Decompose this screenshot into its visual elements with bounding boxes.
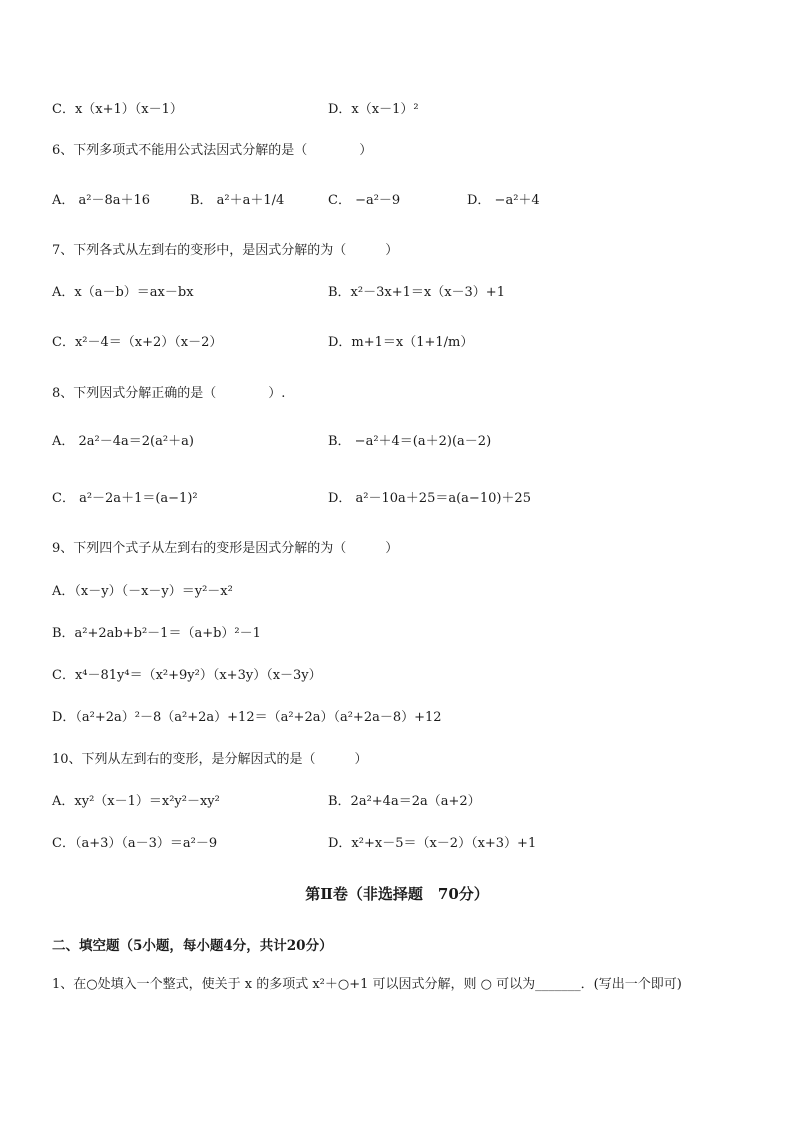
q7-option-b: B．x²－3x+1＝x（x－3）+1 [328,285,505,300]
q8-option-a: A． 2a²－4a＝2(a²＋a) [52,434,194,449]
q9-stem: 9、下列四个式子从左到右的变形是因式分解的为（ ） [52,541,399,556]
q9-option-d: D．（a²+2a）²－8（a²+2a）+12＝（a²+2a）（a²+2a－8）+12 [52,710,442,725]
part-2-heading: 二、填空题（5小题，每小题4分，共计20分） [52,938,333,954]
q6-stem: 6、下列多项式不能用公式法因式分解的是（ ） [52,143,373,158]
q5-option-d: D．x（x－1）² [328,102,419,117]
q10-option-a: A．xy²（x－1）＝x²y²－xy² [52,794,220,809]
q9-option-a: A．（x－y）（－x－y）＝y²－x² [52,584,233,599]
q7-option-c: C．x²－4＝（x+2）（x－2） [52,335,223,350]
q6-option-d: D． −a²＋4 [467,193,540,208]
q10-option-d: D．x²+x－5＝（x－2）（x+3）+1 [328,836,537,851]
q10-option-c: C．（a+3）（a－3）＝a²－9 [52,836,218,851]
section-2-title: 第Ⅱ卷（非选择题 70分） [305,885,489,903]
q7-option-a: A．x（a－b）＝ax－bx [52,285,194,300]
fill-in-question-1: 1、在○处填入一个整式，使关于 x 的多项式 x²＋○+1 可以因式分解，则 ○ 可以为_______．(写出一个即可) [52,977,682,992]
q10-stem: 10、下列从左到右的变形，是分解因式的是（ ） [52,752,368,767]
q8-stem: 8、下列因式分解正确的是（ ）. [52,386,286,401]
q6-option-a: A． a²－8a＋16 [52,193,151,208]
q6-option-c: C． −a²－9 [328,193,401,208]
q10-option-b: B．2a²+4a＝2a（a+2） [328,794,481,809]
q8-option-c: C． a²－2a＋1＝(a−1)² [52,491,198,506]
q9-option-b: B．a²+2ab+b²－1＝（a+b）²－1 [52,626,261,641]
q8-option-d: D． a²－10a＋25＝a(a−10)＋25 [328,491,531,506]
q7-stem: 7、下列各式从左到右的变形中，是因式分解的为（ ） [52,243,399,258]
q6-option-b: B． a²＋a＋1/4 [190,193,285,208]
q9-option-c: C．x⁴－81y⁴＝（x²+9y²）（x+3y）（x－3y） [52,668,322,683]
q7-option-d: D．m+1＝x（1+1/m） [328,335,474,350]
q8-option-b: B． −a²＋4＝(a＋2)(a－2) [328,434,492,449]
q5-option-c: C．x（x+1）（x－1） [52,102,183,117]
